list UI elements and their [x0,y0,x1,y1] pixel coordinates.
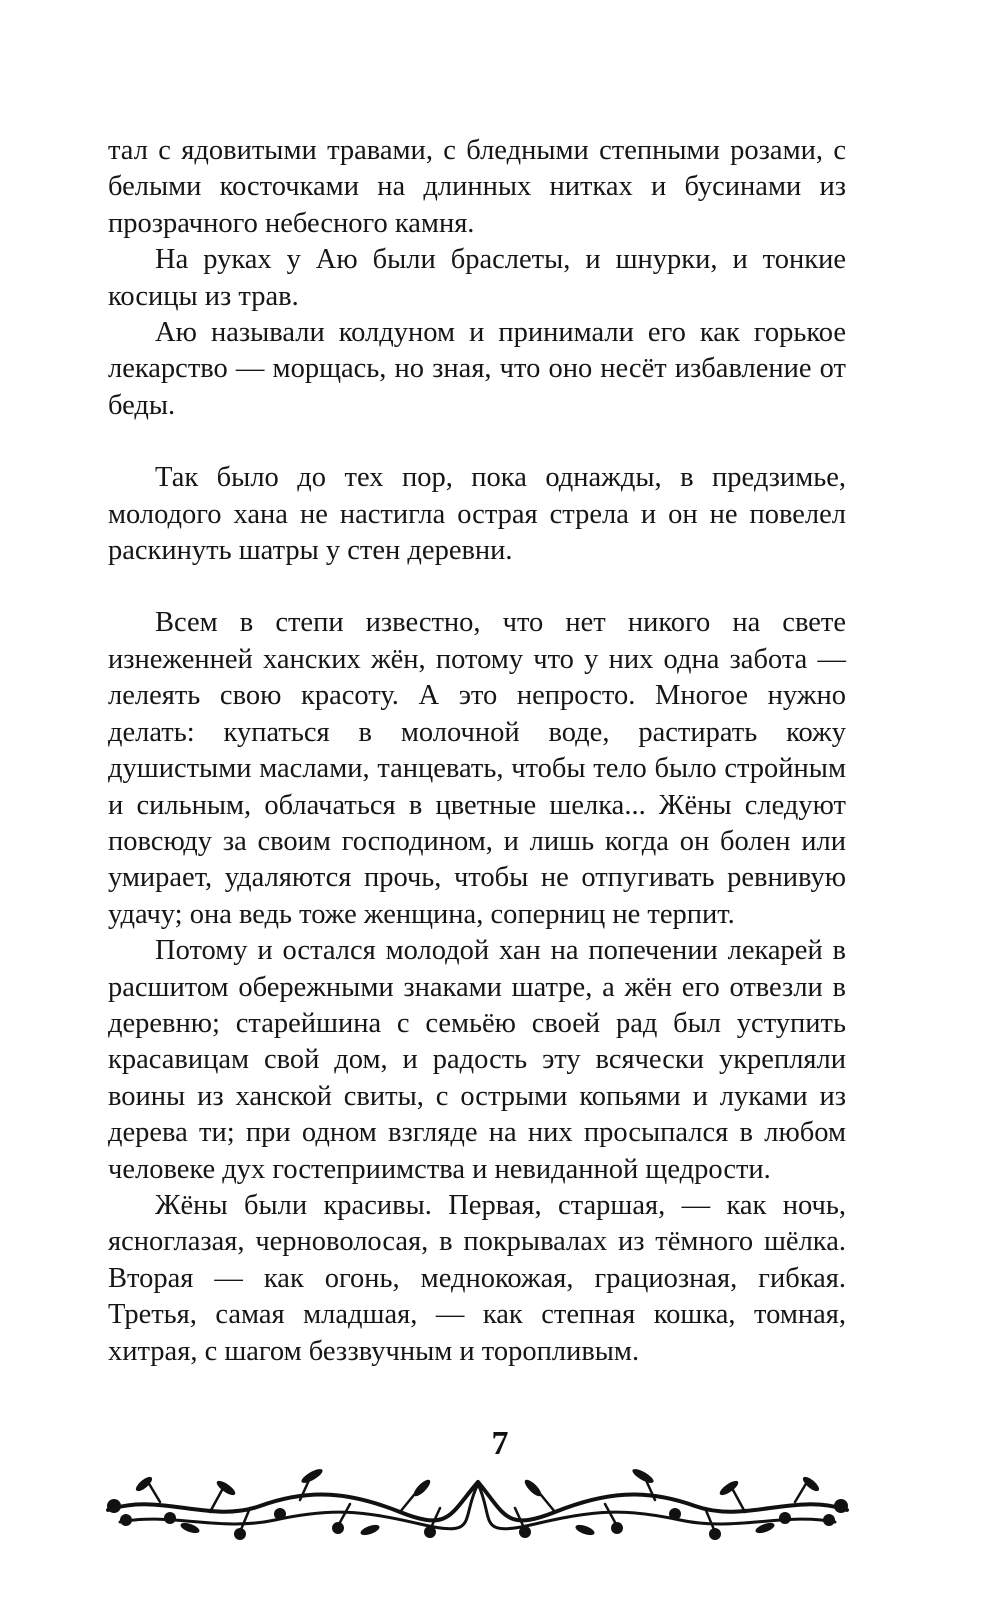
paragraph: Так было до тех пор, пока однажды, в предзимье, молодого хана не настигла острая стрела и он не повелел раскинуть шатры у стен деревни. [108,462,846,567]
page-number: 7 [491,1425,509,1462]
page-body-text [108,133,846,1370]
paragraph: Всем в степи известно, что нет никого на свете изнеженней ханских жён, потому что у них одна забота — лелеять свою красоту. А это непросто. Многое нужно делать: купаться в молочной воде, растирать кожу душистыми маслами, танцевать, чтобы тело было стройным и сильным, облачаться в цветные шелка... Жёны следуют повсюду за своим господином, и лишь когда он болен или умирает, удаляются прочь, чтобы не отпугивать ревнивую удачу; она ведь тоже женщина, соперниц не терпит. [108,607,846,930]
paragraph: На руках у Аю были браслеты, и шнурки, и тонкие косицы из трав. [108,244,846,312]
paragraph-continuation: тал с ядовитыми травами, с бледными степными розами, с белыми косточками на длинных нитках и бусинами из прозрачного небесного камня. [108,135,846,239]
branch-with-berries-ornament-icon [100,1462,855,1542]
paragraph: Жёны были красивы. Первая, старшая, — как ночь, ясноглазая, черноволосая, в покрывалах из тёмного шёлка. Вторая — как огонь, меднокожая, грациозная, гибкая. Третья, самая младшая, — как степная кошка, томная, хитрая, с шагом беззвучным и торопливым. [108,1189,846,1367]
paragraph: Аю называли колдуном и принимали его как горькое лекарство — морщась, но зная, что оно несёт избавление от беды. [108,317,846,421]
paragraph: Потому и остался молодой хан на попечении лекарей в расшитом обережными знаками шатре, а жён его отвезли в деревню; старейшина с семьёю своей рад был уступить красавицам свой дом, и радость эту всячески укрепляли воины из ханской свиты, с острыми копьями и луками из дерева ти; при одном взгляде на них просыпался в любом человеке дух гостеприимства и невиданной щедрости. [108,935,846,1185]
